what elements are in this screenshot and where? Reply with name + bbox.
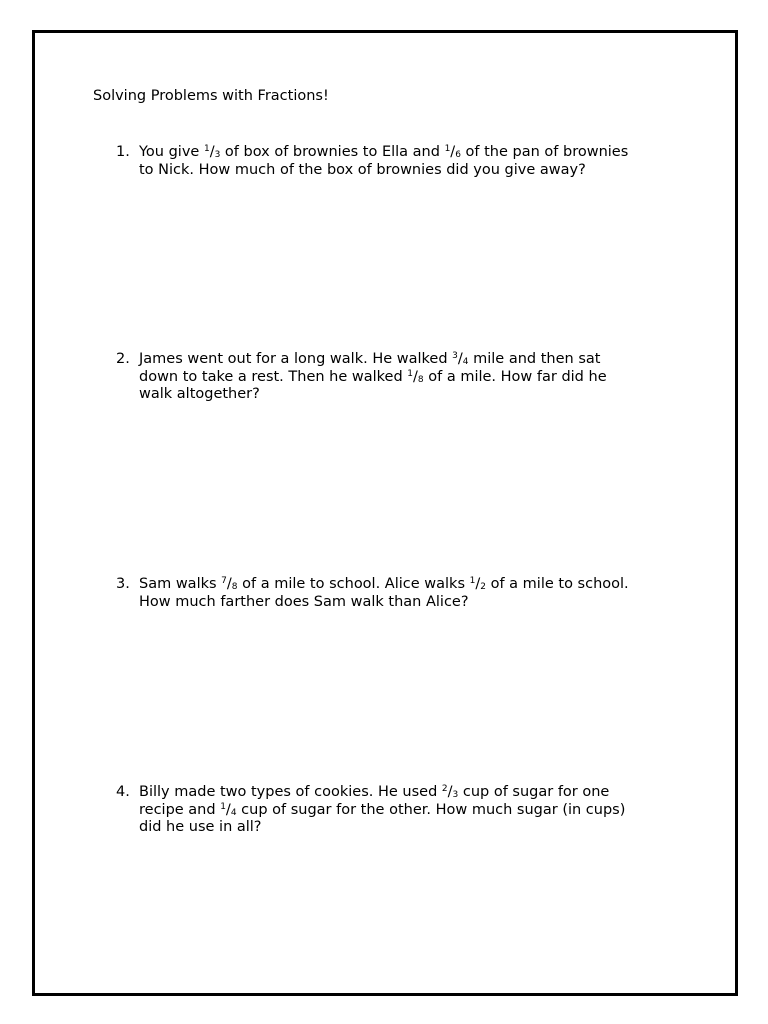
text-run: of box of brownies to Ella and [220, 144, 445, 160]
problem-line [139, 144, 675, 162]
text-run: down to take a rest. Then he walked [139, 368, 408, 385]
problem-number: 4. [116, 784, 130, 800]
fraction: $^1/_3$ [203, 144, 221, 160]
fraction-denominator: 8 [231, 582, 238, 592]
text-run: James went out for a long walk. He walked [139, 351, 453, 367]
text-run: of the pan of brownies [460, 144, 629, 160]
fraction-denominator: 4 [230, 807, 237, 818]
problem-line [139, 802, 675, 820]
fraction-numerator: 1 [444, 144, 451, 154]
fraction-numerator: 7 [221, 576, 227, 586]
problem-text [139, 784, 675, 837]
worksheet-title: Solving Problems with Fractions! [93, 88, 329, 104]
text-run: Billy made two types of cookies. He used [139, 784, 442, 800]
fraction-numerator: 1 [407, 368, 414, 379]
fraction-denominator: 8 [417, 374, 424, 385]
text-run: cup of sugar for the other. How much sugar (in cups) [236, 801, 626, 818]
text-run: cup of sugar for one [458, 784, 610, 800]
fraction-numerator: 1 [203, 144, 210, 154]
problem-text [139, 576, 675, 611]
fraction: $^2/_3$ [441, 784, 459, 800]
text-run: recipe and [139, 801, 221, 818]
problem-line: walk altogether? [139, 386, 260, 402]
fraction-denominator: 6 [455, 150, 461, 160]
text-run: mile and then sat [468, 351, 601, 367]
fraction-denominator: 2 [480, 582, 486, 592]
fraction-numerator: 2 [441, 784, 448, 794]
fraction-denominator: 3 [452, 790, 459, 800]
problem-number: 2. [116, 351, 130, 367]
problem-number: 3. [116, 576, 130, 592]
problem-number: 1. [116, 144, 130, 160]
fraction-numerator: 1 [469, 576, 476, 586]
fraction: $^1/_2$ [469, 576, 486, 592]
problem-line [139, 351, 675, 369]
problem-line: to Nick. How much of the box of brownies did you give away? [139, 161, 586, 178]
fraction: $^1/_4$ [220, 801, 237, 818]
problem-line [139, 576, 675, 594]
text-run: Sam walks [139, 576, 222, 592]
text-run: of a mile. How far did he [423, 368, 607, 385]
fraction-denominator: 3 [214, 150, 221, 160]
fraction-denominator: 4 [462, 357, 469, 367]
problem-line: How much farther does Sam walk than Alice? [139, 593, 469, 610]
fraction: $^1/_8$ [407, 368, 424, 385]
problem-line: did he use in all? [139, 819, 262, 835]
fraction-numerator: 3 [452, 351, 458, 361]
fraction: $^1/_6$ [444, 144, 461, 160]
problem-text [139, 144, 675, 179]
fraction: $^3/_4$ [452, 351, 469, 367]
fraction-numerator: 1 [220, 801, 226, 812]
text-run: of a mile to school. [485, 576, 629, 592]
fraction: $^7/_8$ [221, 576, 238, 592]
problem-line [139, 784, 675, 802]
text-run: You give [139, 144, 204, 160]
problem-line [139, 369, 675, 387]
text-run: of a mile to school. Alice walks [237, 576, 470, 592]
problem-text [139, 351, 675, 404]
